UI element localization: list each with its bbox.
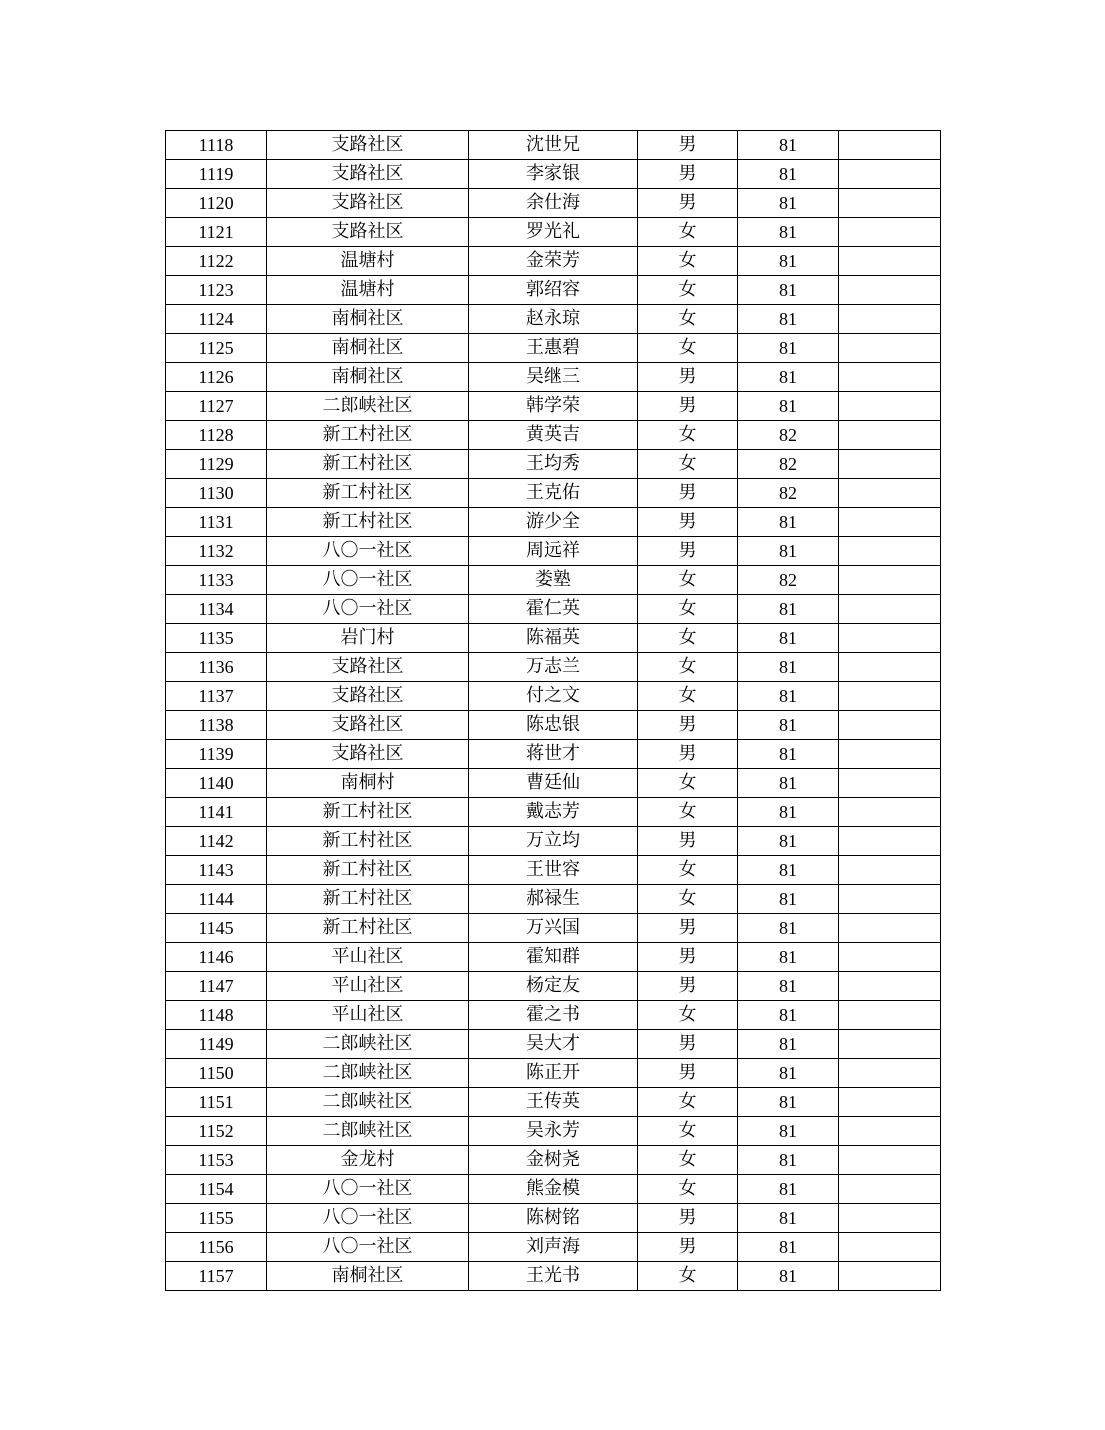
remark-cell	[839, 653, 941, 682]
serial-number-cell: 1147	[166, 972, 267, 1001]
name-cell: 沈世兄	[469, 131, 638, 160]
name-cell: 万兴国	[469, 914, 638, 943]
gender-cell: 女	[638, 1117, 738, 1146]
age-cell: 81	[738, 1146, 839, 1175]
elderly-roster-table	[165, 130, 941, 1291]
name-cell: 金树尧	[469, 1146, 638, 1175]
remark-cell	[839, 363, 941, 392]
name-cell: 陈正开	[469, 1059, 638, 1088]
community-cell: 新工村社区	[267, 914, 469, 943]
age-cell: 81	[738, 827, 839, 856]
age-cell: 81	[738, 1088, 839, 1117]
name-cell: 王均秀	[469, 450, 638, 479]
remark-cell	[839, 1001, 941, 1030]
community-cell: 温塘村	[267, 247, 469, 276]
table-row	[166, 363, 941, 392]
table-row	[166, 798, 941, 827]
table-body	[166, 131, 941, 1291]
age-cell: 82	[738, 479, 839, 508]
remark-cell	[839, 218, 941, 247]
community-cell: 二郎峡社区	[267, 1059, 469, 1088]
table-row	[166, 711, 941, 740]
community-cell: 新工村社区	[267, 450, 469, 479]
community-cell: 八〇一社区	[267, 1175, 469, 1204]
age-cell: 82	[738, 450, 839, 479]
age-cell: 81	[738, 914, 839, 943]
serial-number-cell: 1148	[166, 1001, 267, 1030]
remark-cell	[839, 1204, 941, 1233]
name-cell: 陈福英	[469, 624, 638, 653]
age-cell: 81	[738, 885, 839, 914]
name-cell: 娄塾	[469, 566, 638, 595]
gender-cell: 女	[638, 566, 738, 595]
community-cell: 支路社区	[267, 218, 469, 247]
remark-cell	[839, 740, 941, 769]
name-cell: 郝禄生	[469, 885, 638, 914]
serial-number-cell: 1134	[166, 595, 267, 624]
age-cell: 81	[738, 1117, 839, 1146]
table-row	[166, 537, 941, 566]
gender-cell: 男	[638, 1204, 738, 1233]
age-cell: 81	[738, 508, 839, 537]
gender-cell: 女	[638, 856, 738, 885]
name-cell: 吴继三	[469, 363, 638, 392]
community-cell: 南桐村	[267, 769, 469, 798]
age-cell: 82	[738, 566, 839, 595]
remark-cell	[839, 508, 941, 537]
serial-number-cell: 1138	[166, 711, 267, 740]
serial-number-cell: 1152	[166, 1117, 267, 1146]
gender-cell: 女	[638, 595, 738, 624]
gender-cell: 女	[638, 421, 738, 450]
remark-cell	[839, 1262, 941, 1291]
gender-cell: 女	[638, 624, 738, 653]
serial-number-cell: 1137	[166, 682, 267, 711]
name-cell: 余仕海	[469, 189, 638, 218]
community-cell: 金龙村	[267, 1146, 469, 1175]
age-cell: 81	[738, 972, 839, 1001]
serial-number-cell: 1155	[166, 1204, 267, 1233]
serial-number-cell: 1146	[166, 943, 267, 972]
age-cell: 81	[738, 711, 839, 740]
community-cell: 支路社区	[267, 653, 469, 682]
serial-number-cell: 1131	[166, 508, 267, 537]
table-row	[166, 1001, 941, 1030]
remark-cell	[839, 1088, 941, 1117]
remark-cell	[839, 247, 941, 276]
age-cell: 81	[738, 189, 839, 218]
gender-cell: 男	[638, 1030, 738, 1059]
table-row	[166, 827, 941, 856]
gender-cell: 男	[638, 827, 738, 856]
community-cell: 新工村社区	[267, 798, 469, 827]
age-cell: 81	[738, 740, 839, 769]
serial-number-cell: 1135	[166, 624, 267, 653]
serial-number-cell: 1143	[166, 856, 267, 885]
table-row	[166, 421, 941, 450]
age-cell: 81	[738, 363, 839, 392]
gender-cell: 女	[638, 682, 738, 711]
remark-cell	[839, 1175, 941, 1204]
remark-cell	[839, 1117, 941, 1146]
community-cell: 平山社区	[267, 1001, 469, 1030]
name-cell: 陈树铭	[469, 1204, 638, 1233]
table-row	[166, 189, 941, 218]
name-cell: 戴志芳	[469, 798, 638, 827]
table-row	[166, 305, 941, 334]
gender-cell: 男	[638, 479, 738, 508]
name-cell: 李家银	[469, 160, 638, 189]
name-cell: 韩学荣	[469, 392, 638, 421]
serial-number-cell: 1119	[166, 160, 267, 189]
gender-cell: 女	[638, 305, 738, 334]
age-cell: 81	[738, 160, 839, 189]
gender-cell: 男	[638, 160, 738, 189]
community-cell: 二郎峡社区	[267, 1117, 469, 1146]
remark-cell	[839, 276, 941, 305]
remark-cell	[839, 1030, 941, 1059]
serial-number-cell: 1120	[166, 189, 267, 218]
age-cell: 81	[738, 247, 839, 276]
remark-cell	[839, 537, 941, 566]
remark-cell	[839, 334, 941, 363]
gender-cell: 女	[638, 1262, 738, 1291]
gender-cell: 男	[638, 740, 738, 769]
name-cell: 王世容	[469, 856, 638, 885]
serial-number-cell: 1129	[166, 450, 267, 479]
gender-cell: 男	[638, 363, 738, 392]
gender-cell: 男	[638, 392, 738, 421]
table-row	[166, 218, 941, 247]
remark-cell	[839, 798, 941, 827]
name-cell: 曹廷仙	[469, 769, 638, 798]
age-cell: 81	[738, 798, 839, 827]
remark-cell	[839, 1146, 941, 1175]
serial-number-cell: 1142	[166, 827, 267, 856]
gender-cell: 女	[638, 798, 738, 827]
table-row	[166, 1059, 941, 1088]
serial-number-cell: 1133	[166, 566, 267, 595]
age-cell: 81	[738, 1059, 839, 1088]
community-cell: 二郎峡社区	[267, 1030, 469, 1059]
gender-cell: 男	[638, 131, 738, 160]
gender-cell: 女	[638, 885, 738, 914]
table-row	[166, 943, 941, 972]
remark-cell	[839, 160, 941, 189]
table-row	[166, 479, 941, 508]
age-cell: 81	[738, 682, 839, 711]
community-cell: 支路社区	[267, 682, 469, 711]
community-cell: 支路社区	[267, 160, 469, 189]
table-row	[166, 392, 941, 421]
gender-cell: 女	[638, 218, 738, 247]
name-cell: 蒋世才	[469, 740, 638, 769]
name-cell: 黄英吉	[469, 421, 638, 450]
age-cell: 81	[738, 1233, 839, 1262]
remark-cell	[839, 479, 941, 508]
table-row	[166, 1117, 941, 1146]
serial-number-cell: 1126	[166, 363, 267, 392]
community-cell: 八〇一社区	[267, 537, 469, 566]
table-row	[166, 1262, 941, 1291]
gender-cell: 女	[638, 1001, 738, 1030]
table-row	[166, 885, 941, 914]
community-cell: 支路社区	[267, 740, 469, 769]
community-cell: 八〇一社区	[267, 1204, 469, 1233]
serial-number-cell: 1140	[166, 769, 267, 798]
serial-number-cell: 1150	[166, 1059, 267, 1088]
gender-cell: 男	[638, 972, 738, 1001]
community-cell: 二郎峡社区	[267, 392, 469, 421]
remark-cell	[839, 885, 941, 914]
gender-cell: 女	[638, 334, 738, 363]
serial-number-cell: 1141	[166, 798, 267, 827]
remark-cell	[839, 769, 941, 798]
gender-cell: 男	[638, 189, 738, 218]
community-cell: 八〇一社区	[267, 566, 469, 595]
serial-number-cell: 1154	[166, 1175, 267, 1204]
name-cell: 万立均	[469, 827, 638, 856]
community-cell: 温塘村	[267, 276, 469, 305]
age-cell: 81	[738, 595, 839, 624]
community-cell: 支路社区	[267, 711, 469, 740]
table-row	[166, 595, 941, 624]
serial-number-cell: 1149	[166, 1030, 267, 1059]
community-cell: 岩门村	[267, 624, 469, 653]
age-cell: 81	[738, 1001, 839, 1030]
remark-cell	[839, 421, 941, 450]
remark-cell	[839, 682, 941, 711]
name-cell: 赵永琼	[469, 305, 638, 334]
age-cell: 81	[738, 856, 839, 885]
serial-number-cell: 1118	[166, 131, 267, 160]
remark-cell	[839, 131, 941, 160]
gender-cell: 男	[638, 711, 738, 740]
serial-number-cell: 1125	[166, 334, 267, 363]
age-cell: 81	[738, 305, 839, 334]
age-cell: 81	[738, 769, 839, 798]
name-cell: 付之文	[469, 682, 638, 711]
table-row	[166, 566, 941, 595]
gender-cell: 女	[638, 1088, 738, 1117]
gender-cell: 女	[638, 247, 738, 276]
community-cell: 南桐社区	[267, 363, 469, 392]
table-row	[166, 276, 941, 305]
age-cell: 81	[738, 624, 839, 653]
age-cell: 81	[738, 1204, 839, 1233]
gender-cell: 女	[638, 276, 738, 305]
remark-cell	[839, 972, 941, 1001]
gender-cell: 女	[638, 653, 738, 682]
gender-cell: 男	[638, 1233, 738, 1262]
community-cell: 新工村社区	[267, 885, 469, 914]
serial-number-cell: 1123	[166, 276, 267, 305]
age-cell: 81	[738, 392, 839, 421]
serial-number-cell: 1132	[166, 537, 267, 566]
community-cell: 支路社区	[267, 189, 469, 218]
age-cell: 81	[738, 131, 839, 160]
name-cell: 刘声海	[469, 1233, 638, 1262]
serial-number-cell: 1139	[166, 740, 267, 769]
remark-cell	[839, 595, 941, 624]
table-row	[166, 914, 941, 943]
remark-cell	[839, 1059, 941, 1088]
age-cell: 81	[738, 1262, 839, 1291]
community-cell: 南桐社区	[267, 334, 469, 363]
age-cell: 81	[738, 653, 839, 682]
table-row	[166, 1233, 941, 1262]
age-cell: 81	[738, 537, 839, 566]
serial-number-cell: 1153	[166, 1146, 267, 1175]
table-row	[166, 769, 941, 798]
remark-cell	[839, 711, 941, 740]
remark-cell	[839, 392, 941, 421]
remark-cell	[839, 943, 941, 972]
remark-cell	[839, 856, 941, 885]
community-cell: 新工村社区	[267, 856, 469, 885]
community-cell: 新工村社区	[267, 508, 469, 537]
table-row	[166, 508, 941, 537]
table-row	[166, 1204, 941, 1233]
age-cell: 81	[738, 218, 839, 247]
table-row	[166, 247, 941, 276]
name-cell: 杨定友	[469, 972, 638, 1001]
gender-cell: 男	[638, 508, 738, 537]
table-row	[166, 653, 941, 682]
serial-number-cell: 1121	[166, 218, 267, 247]
community-cell: 八〇一社区	[267, 1233, 469, 1262]
name-cell: 霍之书	[469, 1001, 638, 1030]
table-row	[166, 450, 941, 479]
serial-number-cell: 1144	[166, 885, 267, 914]
remark-cell	[839, 914, 941, 943]
name-cell: 王惠碧	[469, 334, 638, 363]
community-cell: 八〇一社区	[267, 595, 469, 624]
table-row	[166, 131, 941, 160]
community-cell: 二郎峡社区	[267, 1088, 469, 1117]
serial-number-cell: 1157	[166, 1262, 267, 1291]
table-row	[166, 1175, 941, 1204]
table-row	[166, 624, 941, 653]
table-row	[166, 1088, 941, 1117]
name-cell: 罗光礼	[469, 218, 638, 247]
age-cell: 81	[738, 943, 839, 972]
gender-cell: 男	[638, 537, 738, 566]
remark-cell	[839, 827, 941, 856]
community-cell: 南桐社区	[267, 305, 469, 334]
serial-number-cell: 1124	[166, 305, 267, 334]
table-row	[166, 972, 941, 1001]
gender-cell: 男	[638, 1059, 738, 1088]
table-row	[166, 740, 941, 769]
remark-cell	[839, 305, 941, 334]
age-cell: 81	[738, 276, 839, 305]
serial-number-cell: 1136	[166, 653, 267, 682]
gender-cell: 男	[638, 943, 738, 972]
serial-number-cell: 1128	[166, 421, 267, 450]
name-cell: 万志兰	[469, 653, 638, 682]
name-cell: 郭绍容	[469, 276, 638, 305]
name-cell: 霍知群	[469, 943, 638, 972]
name-cell: 霍仁英	[469, 595, 638, 624]
remark-cell	[839, 566, 941, 595]
remark-cell	[839, 1233, 941, 1262]
serial-number-cell: 1156	[166, 1233, 267, 1262]
community-cell: 新工村社区	[267, 827, 469, 856]
name-cell: 王光书	[469, 1262, 638, 1291]
remark-cell	[839, 189, 941, 218]
name-cell: 陈忠银	[469, 711, 638, 740]
remark-cell	[839, 450, 941, 479]
table-row	[166, 334, 941, 363]
gender-cell: 男	[638, 914, 738, 943]
community-cell: 南桐社区	[267, 1262, 469, 1291]
name-cell: 王传英	[469, 1088, 638, 1117]
name-cell: 吴永芳	[469, 1117, 638, 1146]
remark-cell	[839, 624, 941, 653]
gender-cell: 女	[638, 1146, 738, 1175]
serial-number-cell: 1151	[166, 1088, 267, 1117]
age-cell: 81	[738, 1030, 839, 1059]
table-row	[166, 1030, 941, 1059]
table-row	[166, 856, 941, 885]
gender-cell: 女	[638, 769, 738, 798]
name-cell: 吴大才	[469, 1030, 638, 1059]
serial-number-cell: 1122	[166, 247, 267, 276]
community-cell: 平山社区	[267, 972, 469, 1001]
serial-number-cell: 1127	[166, 392, 267, 421]
serial-number-cell: 1130	[166, 479, 267, 508]
community-cell: 支路社区	[267, 131, 469, 160]
name-cell: 金荣芳	[469, 247, 638, 276]
table-row	[166, 1146, 941, 1175]
community-cell: 新工村社区	[267, 421, 469, 450]
gender-cell: 女	[638, 450, 738, 479]
serial-number-cell: 1145	[166, 914, 267, 943]
community-cell: 新工村社区	[267, 479, 469, 508]
gender-cell: 女	[638, 1175, 738, 1204]
name-cell: 游少全	[469, 508, 638, 537]
name-cell: 王克佑	[469, 479, 638, 508]
name-cell: 周远祥	[469, 537, 638, 566]
table-row	[166, 160, 941, 189]
table-row	[166, 682, 941, 711]
age-cell: 81	[738, 1175, 839, 1204]
name-cell: 熊金模	[469, 1175, 638, 1204]
community-cell: 平山社区	[267, 943, 469, 972]
age-cell: 81	[738, 334, 839, 363]
age-cell: 82	[738, 421, 839, 450]
